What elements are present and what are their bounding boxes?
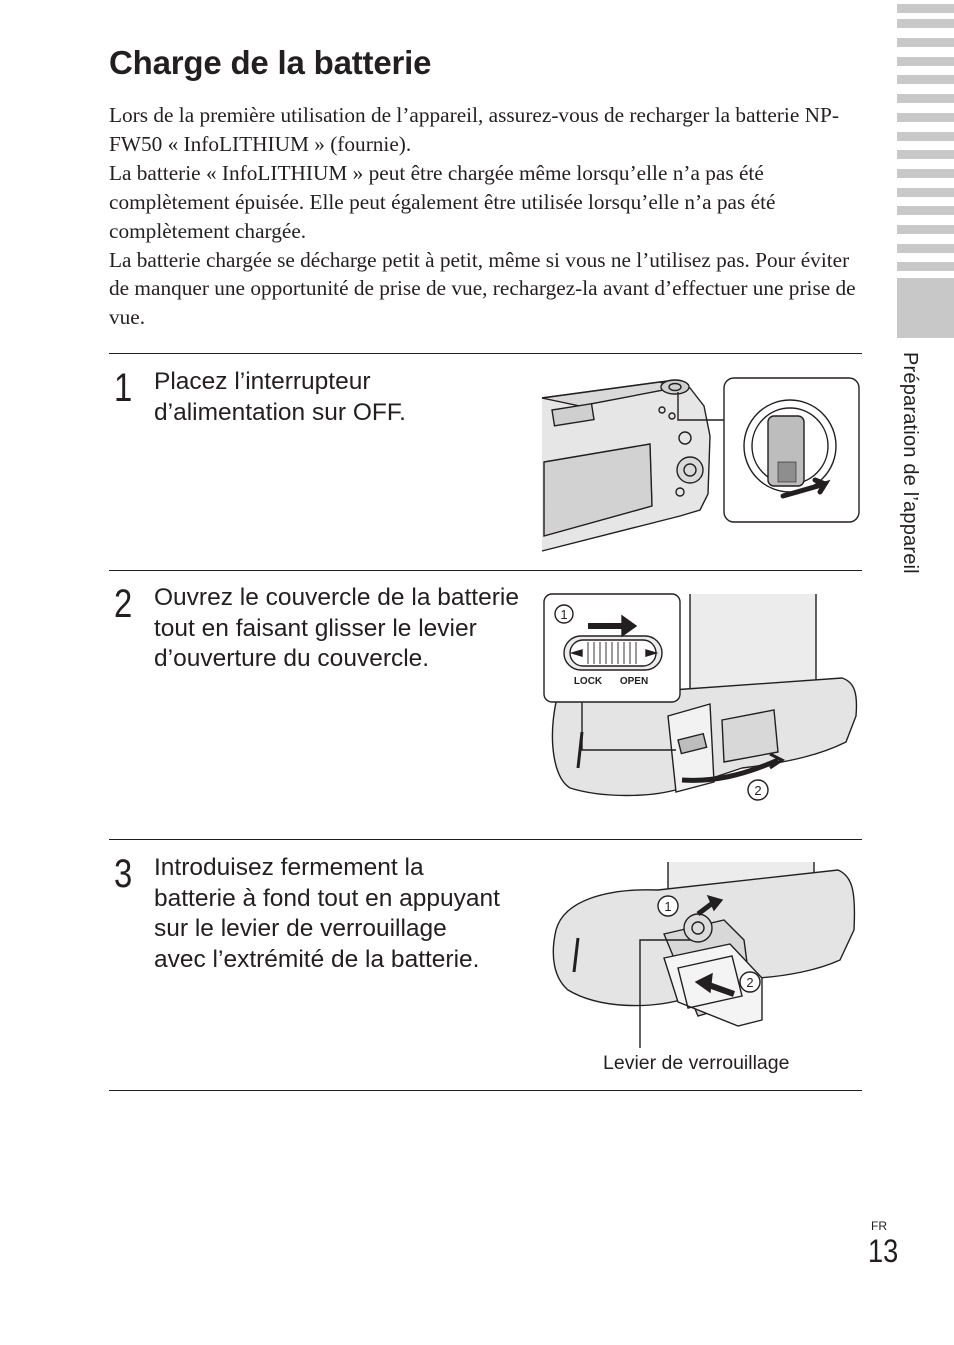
step-instruction: Introduisez fermement la batterie à fond tout en appuyant sur le levier de verrouillage avec l’extrémité de la batterie. [154, 854, 500, 973]
section-tab [897, 0, 954, 338]
section-tab-label: Préparation de l’appareil [899, 352, 921, 574]
camera-power-switch-off-icon [540, 376, 862, 552]
step-number: 2 [114, 582, 133, 626]
battery-cover-open-icon [542, 592, 862, 806]
step-marker: 2 [754, 783, 762, 798]
page-number: 13 [868, 1233, 899, 1269]
intro-paragraph: La batterie « InfoLITHIUM » peut être chargée même lorsqu’elle n’a pas été complètement épuisée. Elle peut également être utilisée lorsqu’elle n’a pas été complètement chargée. [109, 160, 776, 243]
open-label: OPEN [619, 676, 649, 687]
step-number: 1 [114, 366, 133, 410]
page-title: Charge de la batterie [109, 44, 432, 81]
intro-paragraph: Lors de la première utilisation de l’appareil, assurez-vous de recharger la batterie NP-FW50 « InfoLITHIUM » (fournie). [109, 103, 839, 156]
divider [109, 353, 862, 354]
step-instruction: Ouvrez le couvercle de la batterie tout en faisant glisser le levier d’ouverture du couvercle. [154, 584, 519, 672]
divider [109, 839, 862, 840]
step-marker: 1 [560, 607, 568, 622]
step-marker: 1 [664, 899, 672, 914]
intro-text [109, 101, 869, 332]
step-instruction: Placez l’interrupteur d’alimentation sur OFF. [154, 368, 406, 426]
illustration-caption: Levier de verrouillage [603, 1052, 790, 1074]
step-number: 3 [114, 852, 133, 896]
battery-insert-icon [548, 860, 860, 1048]
lock-label: LOCK [573, 676, 603, 687]
divider [109, 570, 862, 571]
intro-paragraph: La batterie chargée se décharge petit à petit, même si vous ne l’utilisez pas. Pour éviter de manquer une opportunité de prise de vue, rechargez-la avant d’effectuer une prise de vue. [109, 247, 856, 330]
step-marker: 2 [746, 975, 754, 990]
language-code: FR [871, 1219, 887, 1233]
divider [109, 1090, 862, 1091]
